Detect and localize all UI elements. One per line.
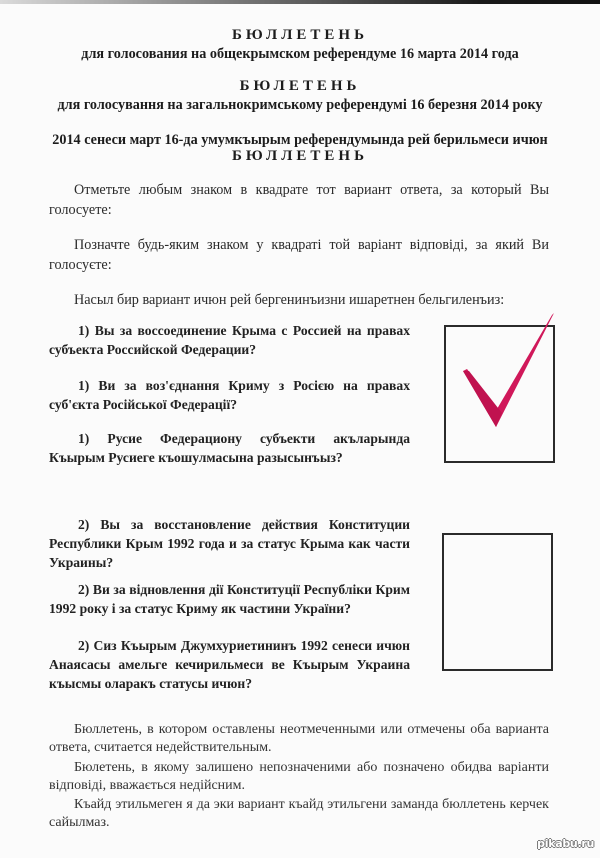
instruction-ru: Отметьте любым знаком в квадрате тот вариант ответа, за который Вы голосуете: [49,182,549,218]
instruction-crh: Насыл бир вариант ичюн рей бергенинъизни ишаретнен бельгиленъиз: [74,292,505,308]
uk-subtitle: для голосування на загальнокримському референдумі 16 березня 2014 року [57,97,543,113]
option-2-ru: 2) Вы за восстановление действия Конституции Республики Крым 1992 года и за статус Крыма как части Украины? [49,517,410,570]
check-mark-icon [455,305,565,435]
option-1-uk: 1) Ви за воз'єднання Криму з Росією на правах суб'єкта Російської Федерації? [49,378,410,412]
ru-title: БЮЛЛЕТЕНЬ [231,27,368,43]
option-1-crh: 1) Русие Федерациону субъекти акъларында Къырым Русиеге къошулмасына разысынъыз? [49,431,410,465]
scan-edge [0,0,600,4]
footer-uk: Бюлетень, в якому залишено непозначеними або позначено обидва варіанти відповіді, вважається недійсним. [49,760,549,793]
option-1-ru: 1) Вы за воссоединение Крыма с Россией на правах субъекта Российской Федерации? [49,323,410,357]
uk-title: БЮЛЕТЕНЬ [239,78,361,94]
option-2-checkbox[interactable] [442,533,553,671]
crh-title: БЮЛЛЕТЕНЬ [231,148,368,164]
footer-ru: Бюллетень, в котором оставлены неотмеченными или отмечены оба варианта ответа, считается недействительным. [49,722,549,755]
instruction-uk: Позначте будь-яким знаком у квадраті той варіант відповіді, за який Ви голосуєте: [49,237,549,273]
option-2-uk: 2) Ви за відновлення дії Конституції Республіки Крим 1992 року і за статус Криму як частини України? [49,582,410,616]
ru-subtitle: для голосования на общекрымском референдуме 16 марта 2014 года [81,46,519,62]
crh-subtitle: 2014 сенеси март 16-да умумкъырым референдумында рей берильмеси ичюн [52,132,548,148]
footer-crh: Къайд этильмеген я да эки вариант къайд этильгени заманда бюллетень керчек сайылмаз. [49,797,549,830]
option-2-crh: 2) Сиз Къырым Джумхуриетининъ 1992 сенеси ичюн Анаясасы амельге кечирильмеси ве Къырым Украина къысмы оларакъ статусы ичюн? [49,638,410,691]
watermark: pikabu.ru [537,837,594,850]
